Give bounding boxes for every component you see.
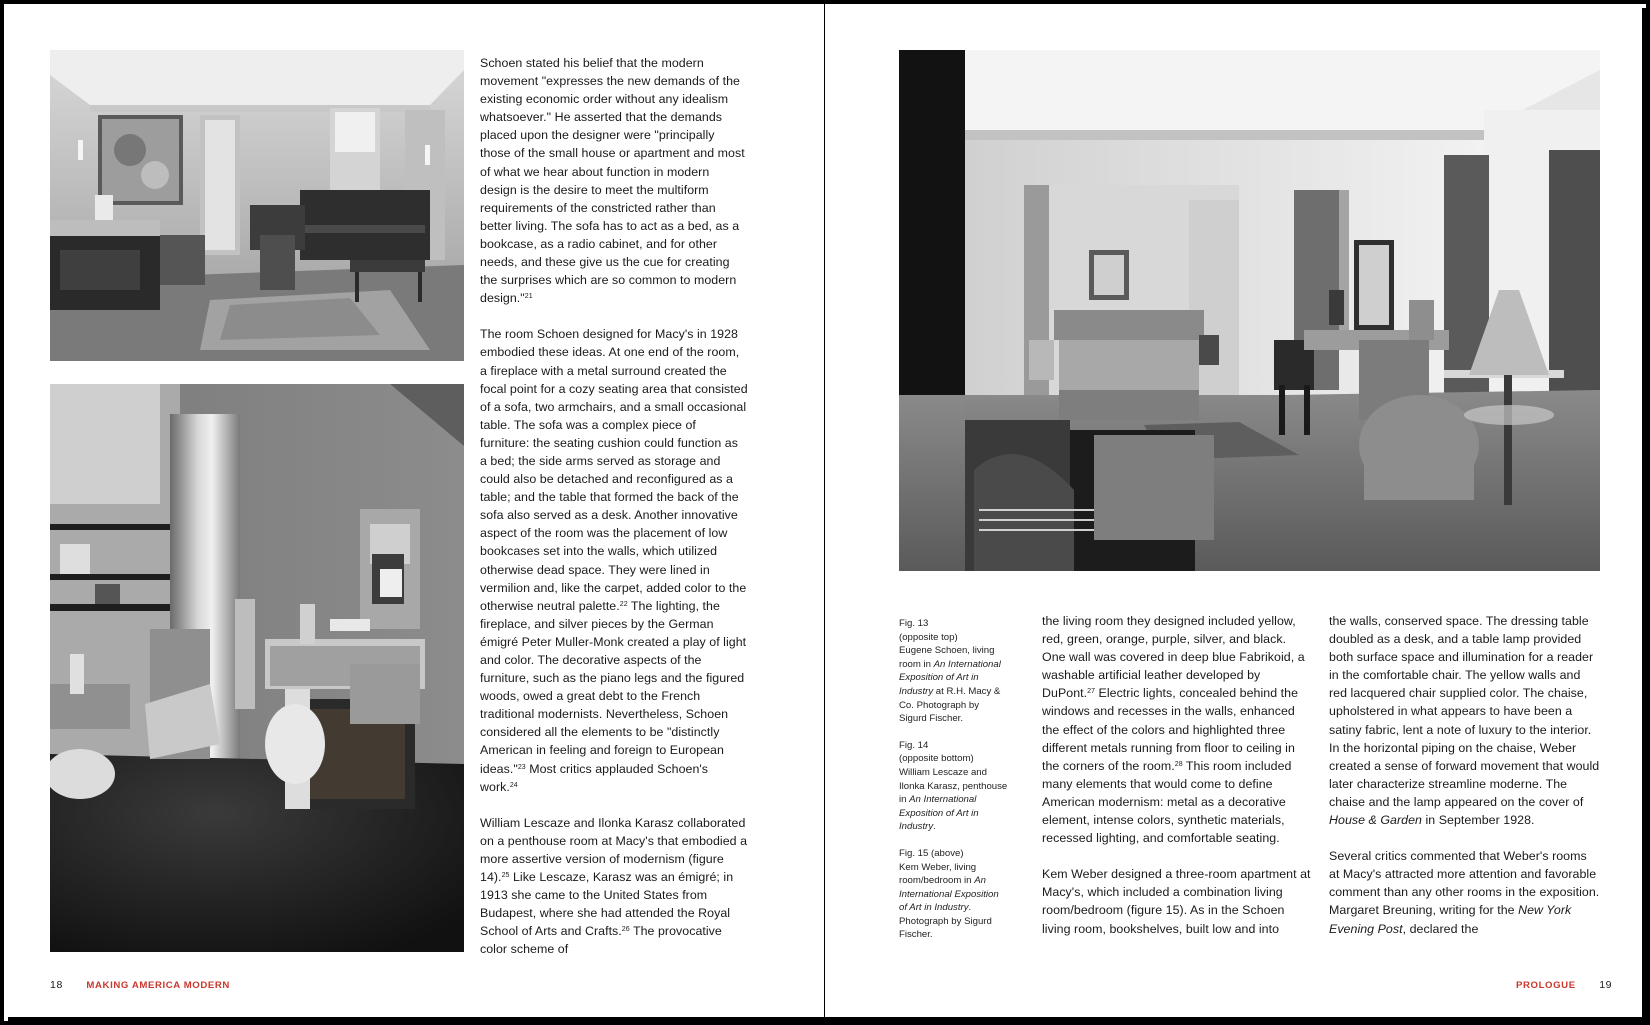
caption-fig-13: Fig. 13 (opposite top) Eugene Schoen, living room in An International Exposition of Art in Industry at R.H. Macy & Co. Photograph by Sigurd Fischer.: [899, 618, 1001, 725]
running-head: PROLOGUE: [1516, 980, 1576, 991]
paragraph: the walls, conserved space. The dressing table doubled as a desk, and a table lamp provided both surface space and illumination for a reader in the comfortable chair. The yellow walls and red lacquered chair supplied color. The chaise, upholstered in what appears to have been a satiny fabric, lent a note of luxury to the interior. In the horizontal piping on the chaise, Weber created a sense of forward movement that would later characterize streamline moderne. The chaise and the lamp appeared on the cover of House & Garden in September 1928.: [1329, 614, 1600, 828]
frame-shadow-right: [1642, 8, 1650, 1025]
left-folio: [50, 979, 230, 991]
paragraph: Schoen stated his belief that the modern movement "expresses the new demands of the existing economic order without any idealism whatsoever." He asserted that the demands placed upon the designer were "principally those of the small house or apartment and most of what we hear about function in modern design is the desire to meet the multiform requirements of the constricted rather than better living. The sofa has to act as a bed, as a bookcase, as a radio cabinet, and for other needs, and these give us the cue for creating the surprises which are so common to modern design."$^{21}$: [480, 56, 745, 306]
figure-14-lescaze-karasz-penthouse: [50, 384, 464, 952]
running-head: MAKING AMERICA MODERN: [86, 980, 230, 991]
paragraph: the living room they designed included yellow, red, green, orange, purple, silver, and black. One wall was covered in deep blue Fabrikoid, a washable artificial leather developed by DuPont.$^{27}$ Electric lights, concealed behind the windows and recesses in the walls, enhanced the effect of the colors and highlighted three different metals running from floor to ceiling in the corners of the room.$^{28}$ This room included many elements that would come to define American modernism: metal as a decorative element, intense colors, synthetic materials, recessed lighting, and comfortable seating.: [1042, 614, 1305, 846]
caption-fig-14: Fig. 14 (opposite bottom) William Lescaze and Ilonka Karasz, penthouse in An International Exposition of Art in Industry.: [899, 739, 1008, 833]
figure-15-weber-living-bedroom: [899, 50, 1600, 571]
page-number: 19: [1599, 979, 1613, 991]
frame-shadow-bottom: [8, 1017, 1650, 1025]
page-number: 18: [50, 979, 63, 991]
paragraph: William Lescaze and Ilonka Karasz collaborated on a penthouse room at Macy's that embodied a more assertive version of modernism (figure 14).$^{25}$ Like Lescaze, Karasz was an émigré; in 1913 she came to the United States from Budapest, where she had attended the Royal School of Arts and Crafts.$^{26}$ The provocative color scheme of: [480, 815, 748, 957]
figure-13-schoen-living-room: [50, 50, 464, 361]
right-folio: [1516, 979, 1612, 991]
left-page-text-column: [480, 54, 748, 959]
paragraph: The room Schoen designed for Macy's in 1928 embodied these ideas. At one end of the room, a fireplace with a metal surround created the focal point for a cozy seating area that consisted of a sofa, two armchairs, and a small occasional table. The sofa was a complex piece of furniture: the seating cushion could function as a bed; the side arms served as storage and could also be detached and reconfigured as a table; and the table that formed the back of the sofa also served as a desk. Another innovative aspect of the room was the placement of low bookcases set into the walls, which utilized otherwise dead space. They were lined in vermilion and, like the carpet, added color to the otherwise neutral palette.$^{22}$ The lighting, the fireplace, and silver pieces by the German émigré Peter Muller-Monk created a play of light and color. The decorative aspects of the furniture, such as the piano legs and the figured woods, owed a great debt to the French traditional modernists. Nevertheless, Schoen considered all the elements to be "distinctly American in feeling and foreign to European ideas."$^{23}$ Most critics applauded Schoen's work.$^{24}$: [480, 327, 748, 794]
right-page-text-column-2: [1329, 612, 1600, 938]
right-page-text-column-1: [1042, 612, 1312, 938]
paragraph: Several critics commented that Weber's rooms at Macy's attracted more attention and favorable comment than any other rooms in the exposition. Margaret Breuning, writing for the New York Evening Post, declared the: [1329, 849, 1600, 936]
caption-fig-15: Fig. 15 (above) Kem Weber, living room/bedroom in An International Exposition of Art in Industry. Photograph by Sigurd Fischer.: [899, 847, 999, 941]
figure-captions: [899, 617, 1009, 955]
spread-gutter: [824, 0, 825, 1025]
paragraph: Kem Weber designed a three-room apartment at Macy's, which included a combination living room/bedroom (figure 15). As in the Schoen living room, bookshelves, built low and into: [1042, 867, 1311, 936]
